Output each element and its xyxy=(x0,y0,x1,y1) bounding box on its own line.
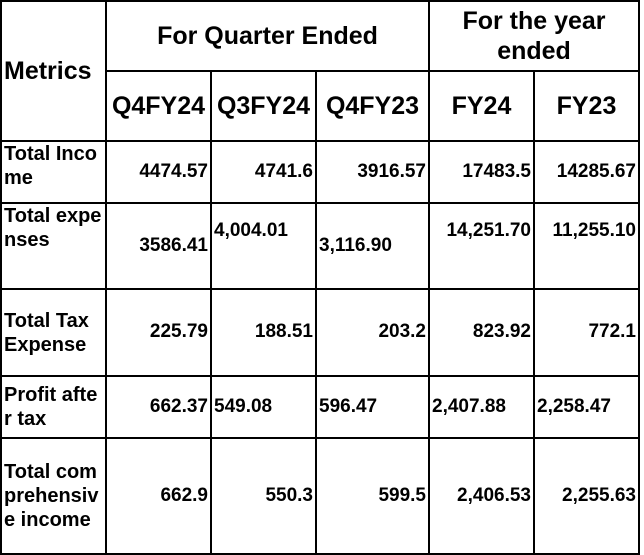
table-row xyxy=(1,141,639,203)
col-header-fy24: FY24 xyxy=(429,71,534,141)
cell-value: 14,251.70 xyxy=(429,203,534,289)
col-header-fy23: FY23 xyxy=(534,71,639,141)
cell-value: 4474.57 xyxy=(106,141,211,203)
cell-value: 4,004.01 xyxy=(211,203,316,289)
table-row xyxy=(1,289,639,376)
cell-value: 14285.67 xyxy=(534,141,639,203)
cell-value: 225.79 xyxy=(106,289,211,376)
cell-value: 3916.57 xyxy=(316,141,429,203)
cell-value: 2,258.47 xyxy=(534,376,639,438)
group-header-row xyxy=(1,1,639,71)
table-row xyxy=(1,438,639,554)
cell-value: 17483.5 xyxy=(429,141,534,203)
cell-value: 599.5 xyxy=(316,438,429,554)
year-group-header: For the year ended xyxy=(429,1,639,71)
cell-value: 662.37 xyxy=(106,376,211,438)
quarter-group-header: For Quarter Ended xyxy=(106,1,429,71)
row-label-total-expenses: Total expenses xyxy=(1,203,106,289)
metrics-header: Metrics xyxy=(1,1,106,141)
row-label-profit-after-tax: Profit after tax xyxy=(1,376,106,438)
cell-value: 11,255.10 xyxy=(534,203,639,289)
cell-value: 550.3 xyxy=(211,438,316,554)
row-label-total-tax-expense: Total Tax Expense xyxy=(1,289,106,376)
table-row xyxy=(1,376,639,438)
cell-value: 2,255.63 xyxy=(534,438,639,554)
cell-value: 823.92 xyxy=(429,289,534,376)
cell-value: 188.51 xyxy=(211,289,316,376)
cell-value: 3,116.90 xyxy=(316,203,429,289)
table-row xyxy=(1,203,639,289)
cell-value: 2,407.88 xyxy=(429,376,534,438)
cell-value: 4741.6 xyxy=(211,141,316,203)
col-header-q4fy23: Q4FY23 xyxy=(316,71,429,141)
cell-value: 662.9 xyxy=(106,438,211,554)
cell-value: 772.1 xyxy=(534,289,639,376)
cell-value: 596.47 xyxy=(316,376,429,438)
row-label-total-income: Total Income xyxy=(1,141,106,203)
col-header-q4fy24: Q4FY24 xyxy=(106,71,211,141)
cell-value: 549.08 xyxy=(211,376,316,438)
cell-value: 2,406.53 xyxy=(429,438,534,554)
col-header-q3fy24: Q3FY24 xyxy=(211,71,316,141)
cell-value: 203.2 xyxy=(316,289,429,376)
cell-value: 3586.41 xyxy=(106,203,211,289)
row-label-total-comprehensive-income: Total comprehensive income xyxy=(1,438,106,554)
